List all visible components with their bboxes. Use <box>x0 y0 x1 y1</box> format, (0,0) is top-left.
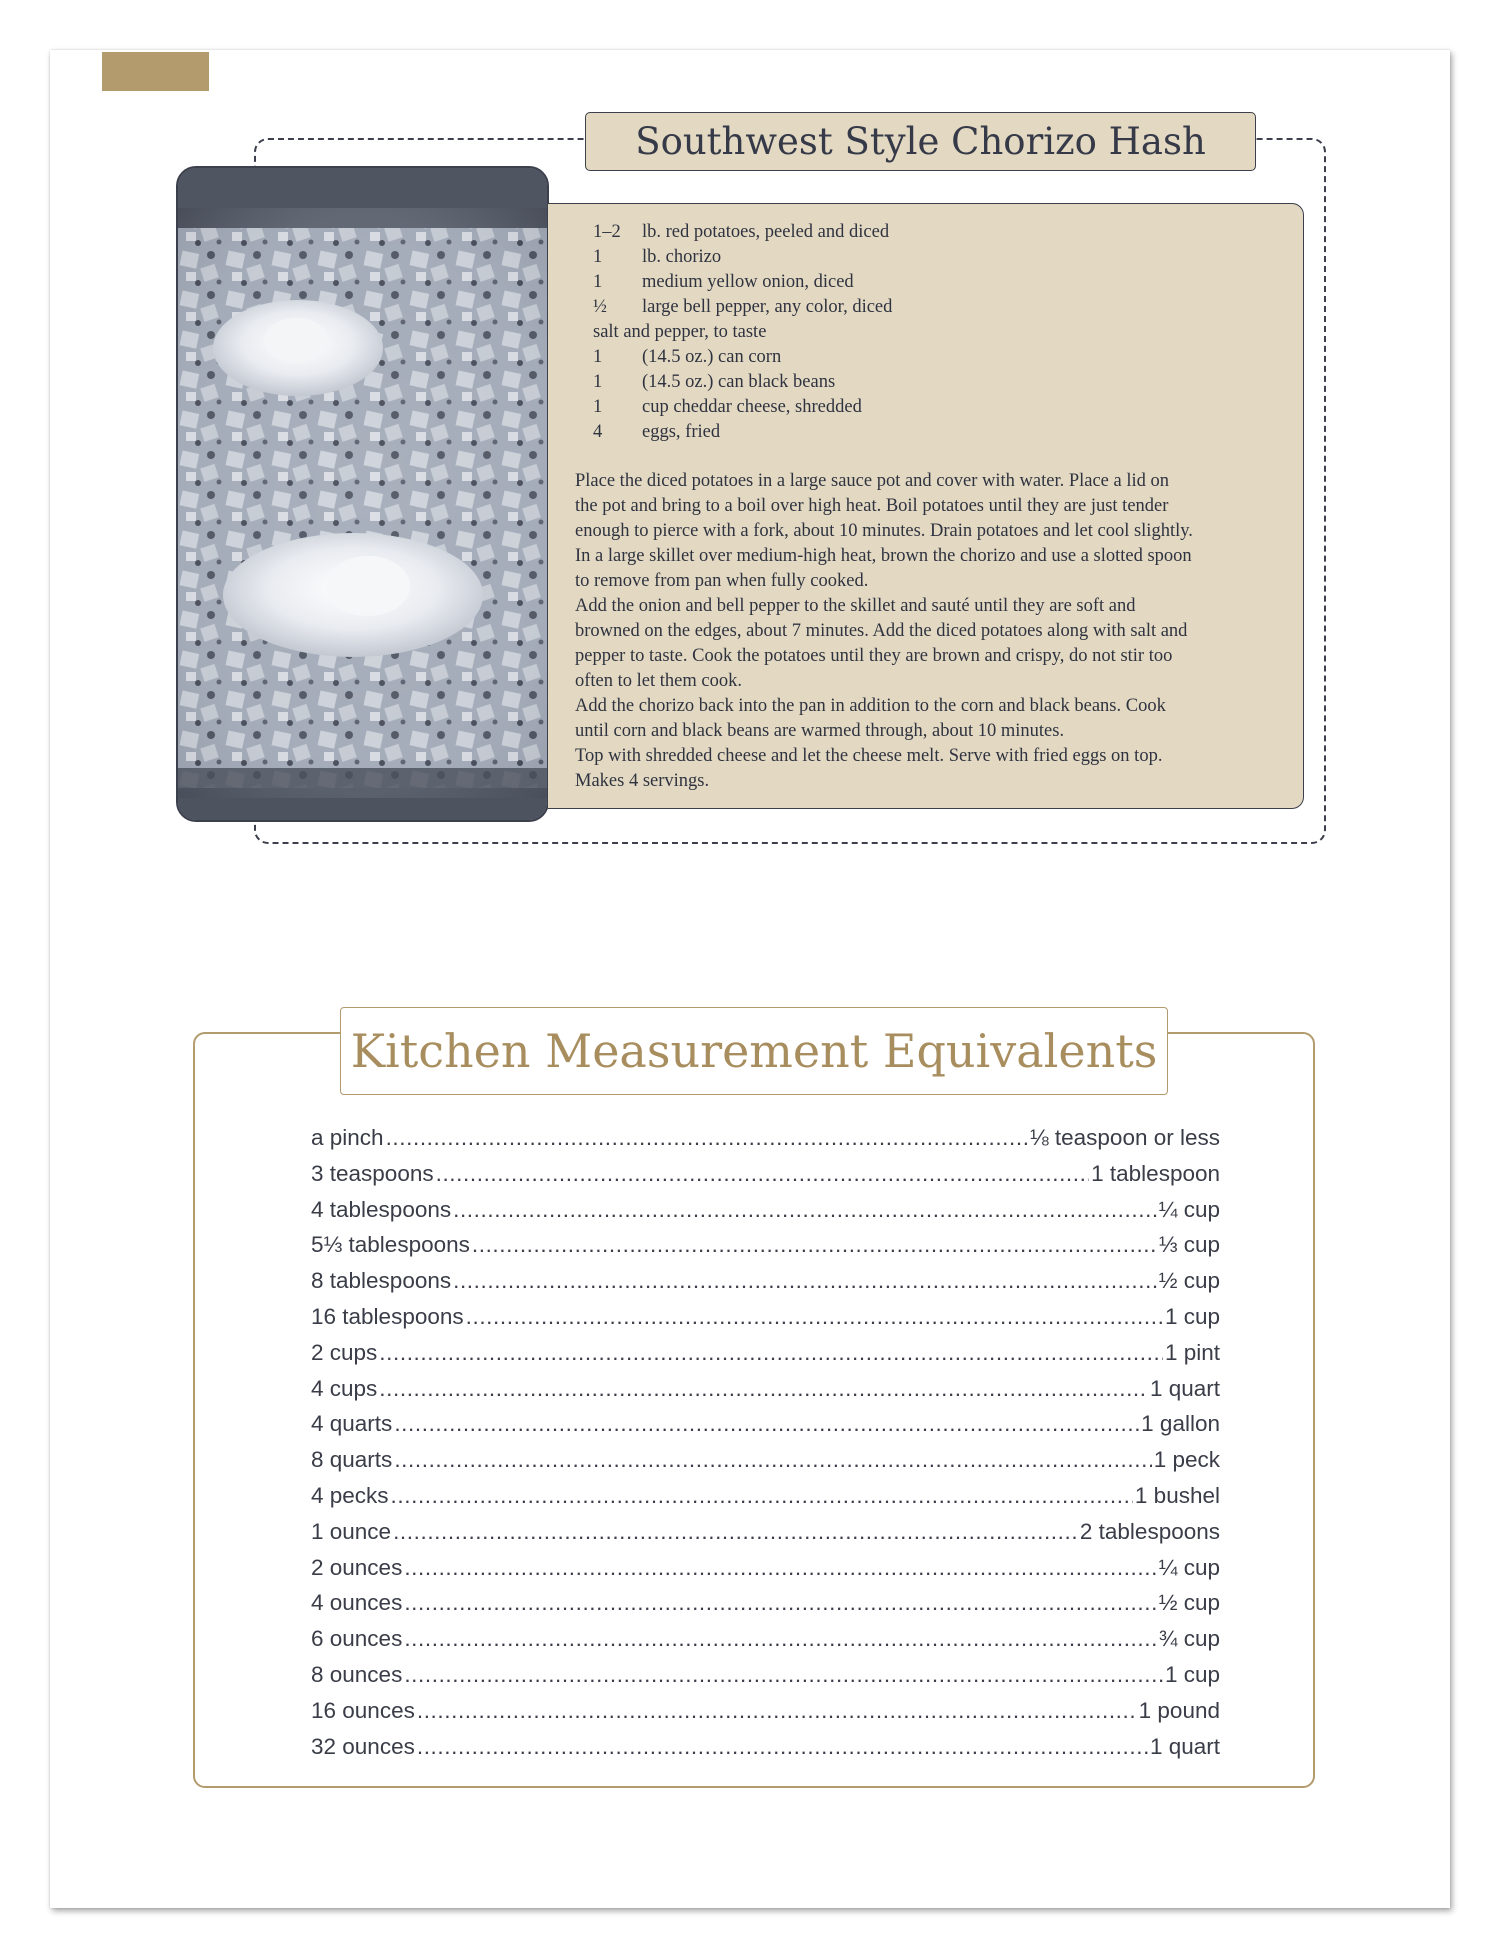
measurement-value: 1 cup <box>1164 1303 1220 1329</box>
measurement-item: 4 ounces <box>311 1590 403 1616</box>
dot-leader <box>472 1227 1157 1263</box>
ingredient-item: medium yellow onion, diced <box>642 272 854 292</box>
measurement-item: 6 ounces <box>311 1626 403 1652</box>
ingredient-item: lb. red potatoes, peeled and diced <box>642 222 890 242</box>
measurement-item: 32 ounces <box>311 1733 415 1759</box>
dot-leader <box>404 1657 1163 1693</box>
measurement-row <box>311 1621 1220 1657</box>
measurement-value: 1 pint <box>1164 1339 1220 1365</box>
dot-leader <box>404 1550 1156 1586</box>
measurement-item: 16 tablespoons <box>311 1303 464 1329</box>
measurement-row <box>311 1442 1220 1478</box>
direction-paragraph: Add the chorizo back into the pan in addition to the corn and black beans. Cook until corn and black beans are warmed through, about 10 minutes. <box>575 696 1166 741</box>
ingredient-qty: 1–2 <box>593 222 621 242</box>
measurement-value: 1 peck <box>1153 1447 1220 1473</box>
ingredient-qty: 1 <box>593 247 603 267</box>
measurement-value: 1 gallon <box>1141 1411 1220 1437</box>
measurement-row <box>311 1335 1220 1371</box>
measurement-row <box>311 1156 1220 1192</box>
measurement-value: ⅛ teaspoon or less <box>1029 1125 1220 1150</box>
measurement-row <box>311 1263 1220 1299</box>
measurement-value: ¼ cup <box>1158 1196 1220 1222</box>
dot-leader <box>391 1478 1133 1514</box>
measurement-row <box>311 1120 1220 1156</box>
ingredient-row <box>593 245 1193 270</box>
measurement-row <box>311 1192 1220 1228</box>
ingredient-qty: 1 <box>593 347 603 367</box>
measurement-value: ½ cup <box>1158 1268 1220 1294</box>
ingredient-item: lb. chorizo <box>642 247 722 267</box>
dot-leader <box>404 1621 1156 1657</box>
ingredient-row <box>593 395 1193 420</box>
measurement-value: ⅓ cup <box>1158 1232 1220 1258</box>
measurement-value: 1 bushel <box>1134 1482 1220 1508</box>
corner-tab <box>102 52 209 91</box>
ingredient-row <box>593 270 1193 295</box>
measurement-row <box>311 1478 1220 1514</box>
measurement-item: 3 teaspoons <box>311 1160 434 1186</box>
measurements-list <box>311 1120 1220 1764</box>
dot-leader <box>393 1514 1078 1550</box>
ingredient-item: (14.5 oz.) can corn <box>642 347 782 367</box>
measurement-row <box>311 1550 1220 1586</box>
measurements-title: Kitchen Measurement Equivalents <box>340 1007 1168 1095</box>
measurement-value: 1 tablespoon <box>1091 1160 1220 1186</box>
measurement-item: 16 ounces <box>311 1697 415 1723</box>
measurement-item: 8 tablespoons <box>311 1268 452 1294</box>
ingredient-row <box>593 295 1193 320</box>
dot-leader <box>394 1406 1139 1442</box>
measurement-row <box>311 1657 1220 1693</box>
measurement-value: ¾ cup <box>1158 1626 1220 1652</box>
recipe-directions <box>575 469 1285 794</box>
measurement-item: a pinch <box>311 1125 384 1150</box>
direction-paragraph: Add the onion and bell pepper to the skillet and sauté until they are soft and browned on the edges, about 7 minutes. Add the diced potatoes along with salt and pepper to taste. Cook the potatoes until they are brown and crispy, do not stir too often to let them cook. <box>575 596 1188 691</box>
ingredient-qty: 1 <box>593 372 603 392</box>
ingredient-item: (14.5 oz.) can black beans <box>642 372 836 392</box>
ingredient-row <box>593 220 1193 245</box>
measurement-item: 4 quarts <box>311 1411 393 1437</box>
measurement-value: 1 quart <box>1149 1375 1220 1401</box>
measurement-row <box>311 1514 1220 1550</box>
measurement-row <box>311 1585 1220 1621</box>
ingredient-qty: ½ <box>593 297 607 317</box>
dot-leader <box>417 1693 1137 1729</box>
dot-leader <box>386 1120 1028 1156</box>
measurement-value: 1 quart <box>1149 1733 1220 1759</box>
ingredient-qty: 1 <box>593 397 603 417</box>
ingredient-qty: 4 <box>593 422 603 442</box>
measurement-value: ¼ cup <box>1158 1554 1220 1580</box>
ingredient-row <box>593 345 1193 370</box>
ingredient-item: large bell pepper, any color, diced <box>642 297 893 317</box>
dot-leader <box>453 1263 1157 1299</box>
dot-leader <box>453 1192 1157 1228</box>
dot-leader <box>394 1442 1151 1478</box>
dot-leader <box>436 1156 1090 1192</box>
ingredient-item: salt and pepper, to taste <box>593 322 767 342</box>
measurement-item: 8 quarts <box>311 1447 393 1473</box>
measurement-item: 1 ounce <box>311 1518 392 1544</box>
direction-paragraph: Top with shredded cheese and let the cheese melt. Serve with fried eggs on top. Makes 4 servings. <box>575 746 1163 791</box>
measurement-row <box>311 1227 1220 1263</box>
measurement-value: 1 cup <box>1164 1661 1220 1687</box>
dot-leader <box>466 1299 1163 1335</box>
recipe-title: Southwest Style Chorizo Hash <box>585 112 1256 171</box>
recipe-photo <box>176 166 549 822</box>
dot-leader <box>404 1585 1156 1621</box>
measurement-item: 8 ounces <box>311 1661 403 1687</box>
measurement-item: 5⅓ tablespoons <box>311 1232 470 1258</box>
dot-leader <box>379 1335 1163 1371</box>
measurement-row <box>311 1406 1220 1442</box>
measurement-value: 1 pound <box>1138 1697 1220 1723</box>
measurement-row <box>311 1371 1220 1407</box>
hash-skillet-image <box>178 168 549 822</box>
ingredient-item: cup cheddar cheese, shredded <box>642 397 862 417</box>
measurement-row <box>311 1299 1220 1335</box>
direction-paragraph: Place the diced potatoes in a large sauce pot and cover with water. Place a lid on the pot and bring to a boil over high heat. Boil potatoes until they are just tender enough to pierce with a fork, about 10 minutes. Drain potatoes and let cool slightly. In a large skillet over medium-high heat, brown the chorizo and use a slotted spoon to remove from pan when fully cooked. <box>575 471 1193 591</box>
ingredients-list <box>593 220 1193 445</box>
measurement-item: 2 cups <box>311 1339 378 1365</box>
measurement-row <box>311 1729 1220 1765</box>
ingredient-row <box>593 370 1193 395</box>
measurement-value: 2 tablespoons <box>1079 1518 1220 1544</box>
ingredient-item: eggs, fried <box>642 422 721 442</box>
measurement-item: 4 pecks <box>311 1482 389 1508</box>
ingredient-row <box>593 320 1193 345</box>
ingredient-row <box>593 420 1193 445</box>
dot-leader <box>417 1729 1148 1765</box>
measurement-row <box>311 1693 1220 1729</box>
measurement-item: 4 cups <box>311 1375 378 1401</box>
measurement-item: 2 ounces <box>311 1554 403 1580</box>
measurement-value: ½ cup <box>1158 1590 1220 1616</box>
ingredient-qty: 1 <box>593 272 603 292</box>
dot-leader <box>379 1371 1148 1407</box>
measurement-item: 4 tablespoons <box>311 1196 452 1222</box>
